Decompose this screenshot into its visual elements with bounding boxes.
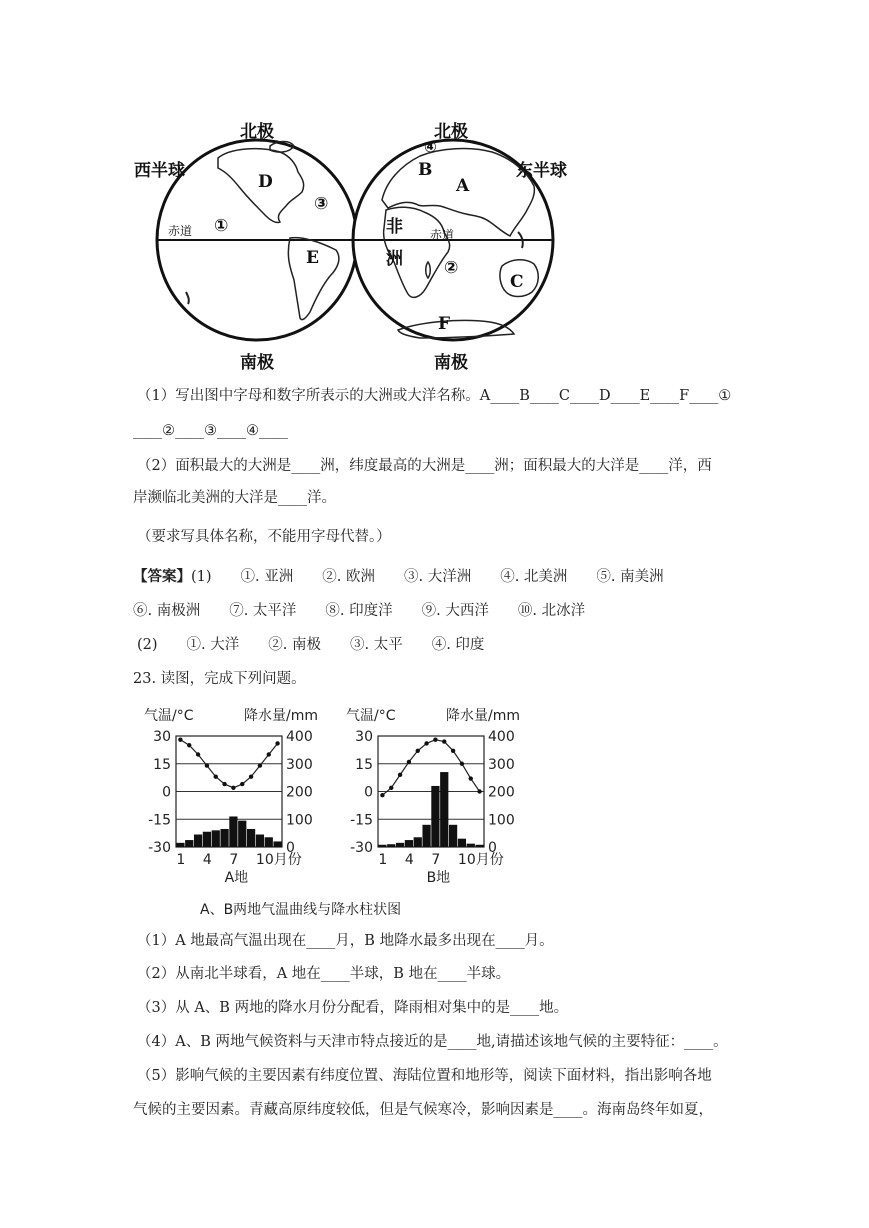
chart-caption: A、B两地气温曲线与降水柱状图 (200, 902, 402, 918)
precipitation-tick-label: 300 (488, 756, 515, 773)
africa-label-fei: 非 (386, 217, 403, 237)
temperature-point (240, 782, 244, 786)
temperature-tick-label: 0 (364, 784, 373, 801)
north-pole-label-left: 北极 (240, 122, 274, 142)
temperature-tick-label: 30 (153, 729, 171, 745)
question-23-title: 23. 读图，完成下列问题。 (133, 671, 306, 687)
temperature-tick-label: 15 (355, 756, 373, 773)
precipitation-bar (396, 843, 404, 847)
temperature-point (249, 775, 253, 779)
africa-label-zhou: 洲 (386, 249, 403, 269)
precipitation-bar (414, 837, 422, 847)
precipitation-tick-label: 0 (488, 840, 497, 856)
precipitation-bar (265, 837, 273, 847)
question-23-3: （3）从 A、B 两地的降水月份分配看，降雨相对集中的是____地。 (137, 1000, 569, 1016)
question-1-line2: ____②____③____④____ (133, 423, 288, 439)
temperature-tick-label: 15 (153, 756, 171, 773)
answer-line3: (2) ①. 大洋 ②. 南极 ③. 太平 ④. 印度 (137, 637, 485, 653)
temperature-point (178, 738, 182, 742)
answer-label: 【答案】 (133, 568, 191, 585)
ocean-label-4: ④ (424, 138, 437, 156)
precipitation-axis-title: 降水量/mm (244, 708, 318, 724)
temperature-point (451, 749, 455, 753)
station-label: A地 (224, 870, 249, 886)
precipitation-bar (378, 845, 386, 847)
temperature-tick-label: 30 (355, 729, 373, 745)
temperature-point (477, 789, 481, 793)
temperature-point (433, 738, 437, 742)
precipitation-bar (422, 825, 430, 847)
temperature-point (442, 739, 446, 743)
temperature-point (267, 752, 271, 756)
continent-label-e: E (306, 248, 319, 268)
equator-label-left: 赤道 (168, 224, 193, 238)
month-tick-label: 10月份 (255, 852, 302, 868)
question-1-line1: （1）写出图中字母和数字所表示的大洲或大洋名称。A____B____C____D____E____F____① (137, 388, 732, 404)
ocean-label-1: ① (214, 216, 229, 236)
temperature-point (205, 763, 209, 767)
south-pole-label-right: 南极 (434, 353, 468, 373)
precipitation-bar (405, 840, 413, 847)
temperature-point (187, 743, 191, 747)
temperature-point (469, 776, 473, 780)
continent-label-d: D (258, 172, 273, 192)
temperature-point (258, 763, 262, 767)
precipitation-bar (203, 832, 211, 847)
precipitation-bar (176, 843, 184, 847)
equator-label-right: 赤道 (430, 228, 455, 242)
precipitation-bar (440, 772, 448, 847)
temperature-line (382, 740, 479, 796)
month-tick-label: 4 (404, 852, 414, 868)
precipitation-tick-label: 100 (488, 812, 515, 829)
precipitation-tick-label: 200 (286, 784, 313, 801)
month-tick-label: 1 (176, 852, 186, 868)
continent-label-c: C (510, 272, 524, 292)
world-hemispheres-map (130, 112, 590, 377)
answer-line1 (133, 567, 664, 587)
eastern-hemisphere-label: 东半球 (516, 161, 567, 181)
month-tick-label: 1 (378, 852, 388, 868)
temperature-point (222, 782, 226, 786)
answer-line2: ⑥. 南极洲 ⑦. 太平洋 ⑧. 印度洋 ⑨. 大西洋 ⑩. 北冰洋 (133, 603, 586, 619)
station-label: B地 (426, 870, 451, 886)
temperature-point (460, 762, 464, 766)
hemispheres-svg (130, 112, 590, 377)
month-tick-label: 7 (431, 852, 441, 868)
ocean-label-3: ③ (314, 194, 329, 214)
precipitation-tick-label: 300 (286, 756, 313, 773)
question-2-line2: 岸濒临北美洲的大洋是____洋。 (133, 490, 336, 506)
precipitation-tick-label: 400 (488, 729, 515, 745)
precipitation-tick-label: 100 (286, 812, 313, 829)
temperature-point (275, 741, 279, 745)
question-23-5b: 气候的主要因素。青藏高原纬度较低，但是气候寒冷，影响因素是____。海南岛终年如夏， (133, 1102, 713, 1118)
temperature-tick-label: 0 (162, 784, 171, 801)
precipitation-bar (467, 844, 475, 847)
temperature-point (398, 773, 402, 777)
south-pole-label-left: 南极 (240, 353, 274, 373)
precipitation-bar (273, 841, 281, 847)
precipitation-bar (256, 835, 264, 847)
precipitation-bar (238, 821, 246, 847)
precipitation-bar (194, 835, 202, 847)
climate-charts (140, 702, 540, 922)
question-23-4: （4）A、B 两地气候资料与天津市特点接近的是____地,请描述该地气候的主要特征：____。 (137, 1034, 728, 1050)
answer-part1: (1) ①. 亚洲 ②. 欧洲 ③. 大洋洲 ④. 北美洲 ⑤. 南美洲 (191, 569, 664, 585)
precipitation-bar (475, 845, 483, 847)
precipitation-bar (458, 839, 466, 847)
temperature-tick-label: -30 (350, 840, 373, 856)
continent-label-a: A (456, 176, 470, 196)
precipitation-bar (185, 840, 193, 847)
temperature-tick-label: -15 (148, 812, 171, 829)
precipitation-tick-label: 400 (286, 729, 313, 745)
precipitation-bar (449, 825, 457, 847)
temperature-axis-title: 气温/°C (144, 708, 194, 724)
temperature-point (214, 775, 218, 779)
question-23-2: （2）从南北半球看，A 地在____半球，B 地在____半球。 (137, 966, 511, 982)
month-tick-label: 7 (229, 852, 239, 868)
question-note: （要求写具体名称，不能用字母代替。） (137, 529, 391, 545)
ocean-label-2: ② (444, 258, 459, 278)
temperature-tick-label: -15 (350, 812, 373, 829)
temperature-point (424, 741, 428, 745)
question-2-line1: （2）面积最大的大洲是____洲，纬度最高的大洲是____洲；面积最大的大洋是____洋，西 (137, 458, 712, 474)
temperature-axis-title: 气温/°C (346, 708, 396, 724)
precipitation-bar (431, 786, 439, 847)
temperature-point (380, 793, 384, 797)
precipitation-tick-label: 0 (286, 840, 295, 856)
precipitation-bar (387, 844, 395, 847)
precipitation-tick-label: 200 (488, 784, 515, 801)
temperature-point (196, 752, 200, 756)
month-tick-label: 10月份 (457, 852, 504, 868)
climate-charts-svg (140, 702, 540, 922)
temperature-point (407, 760, 411, 764)
continent-label-b: B (418, 160, 433, 180)
precipitation-bar (229, 816, 237, 847)
temperature-point (231, 786, 235, 790)
precipitation-bar (212, 830, 220, 847)
question-23-5a: （5）影响气候的主要因素有纬度位置、海陆位置和地形等，阅读下面材料，指出影响各地 (137, 1068, 712, 1084)
question-23-1: （1）A 地最高气温出现在____月，B 地降水最多出现在____月。 (137, 933, 554, 949)
month-tick-label: 4 (202, 852, 212, 868)
temperature-point (389, 786, 393, 790)
western-hemisphere-label: 西半球 (134, 161, 185, 181)
precipitation-bar (220, 829, 228, 847)
temperature-tick-label: -30 (148, 840, 171, 856)
north-pole-label-right: 北极 (434, 122, 468, 142)
temperature-point (416, 749, 420, 753)
continent-label-f: F (438, 314, 451, 334)
precipitation-axis-title: 降水量/mm (446, 708, 520, 724)
precipitation-bar (247, 829, 255, 847)
